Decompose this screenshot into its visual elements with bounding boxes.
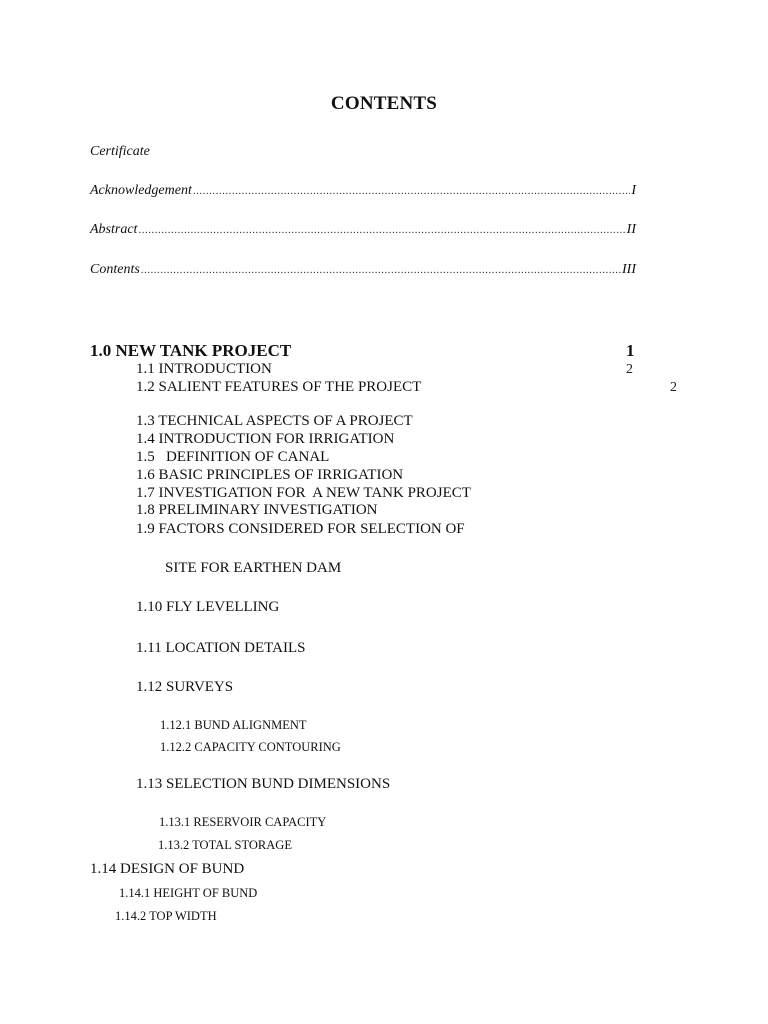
chapter-heading: 1.0 NEW TANK PROJECT [90,341,292,360]
toc-entry-1-9: 1.9 FACTORS CONSIDERED FOR SELECTION OF [136,521,465,537]
toc-entry-1-14: 1.14 DESIGN OF BUND [90,861,245,877]
toc-abstract [90,221,636,239]
toc-entry-1-10: 1.10 FLY LEVELLING [136,599,280,615]
toc-entry-1-8: 1.8 PRELIMINARY INVESTIGATION [136,502,378,518]
toc-certificate [90,143,150,161]
toc-page-number: II [626,222,636,237]
toc-page-number: 2 [670,380,677,395]
toc-label: Abstract [90,222,138,237]
toc-page-number: III [622,262,636,277]
chapter-page-number: 1 [626,341,635,360]
toc-label: Certificate [90,144,150,159]
toc-entry-1-2: 1.2 SALIENT FEATURES OF THE PROJECT [136,379,422,395]
toc-subentry-1-12-2: 1.12.2 CAPACITY CONTOURING [160,740,341,754]
toc-entry-1-3: 1.3 TECHNICAL ASPECTS OF A PROJECT [136,413,413,429]
toc-subentry-1-14-2: 1.14.2 TOP WIDTH [115,909,217,923]
toc-entry-1-13: 1.13 SELECTION BUND DIMENSIONS [136,776,391,792]
dot-leader [193,182,630,200]
toc-entry-1-1: 1.1 INTRODUCTION [136,361,272,377]
toc-subentry-1-14-1: 1.14.1 HEIGHT OF BUND [119,886,258,900]
toc-subentry-1-12-1: 1.12.1 BUND ALIGNMENT [160,718,307,732]
toc-entry-1-7: 1.7 INVESTIGATION FOR A NEW TANK PROJECT [136,485,471,501]
toc-page-number: 2 [626,362,633,377]
toc-entry-1-6: 1.6 BASIC PRINCIPLES OF IRRIGATION [136,467,404,483]
toc-page-number: I [631,183,636,198]
page-title: CONTENTS [330,93,438,114]
toc-label: Acknowledgement [90,183,192,198]
toc-entry-1-9-continued: SITE FOR EARTHEN DAM [165,560,342,576]
toc-contents [90,261,636,279]
toc-label: Contents [90,262,140,277]
dot-leader [138,221,625,239]
dot-leader [141,261,621,279]
toc-entry-1-12: 1.12 SURVEYS [136,679,234,695]
toc-subentry-1-13-1: 1.13.1 RESERVOIR CAPACITY [159,815,327,829]
toc-acknowledgement [90,182,636,200]
toc-entry-1-5: 1.5 DEFINITION OF CANAL [136,449,330,465]
toc-entry-1-4: 1.4 INTRODUCTION FOR IRRIGATION [136,431,395,447]
toc-subentry-1-13-2: 1.13.2 TOTAL STORAGE [158,838,292,852]
toc-entry-1-11: 1.11 LOCATION DETAILS [136,640,306,656]
